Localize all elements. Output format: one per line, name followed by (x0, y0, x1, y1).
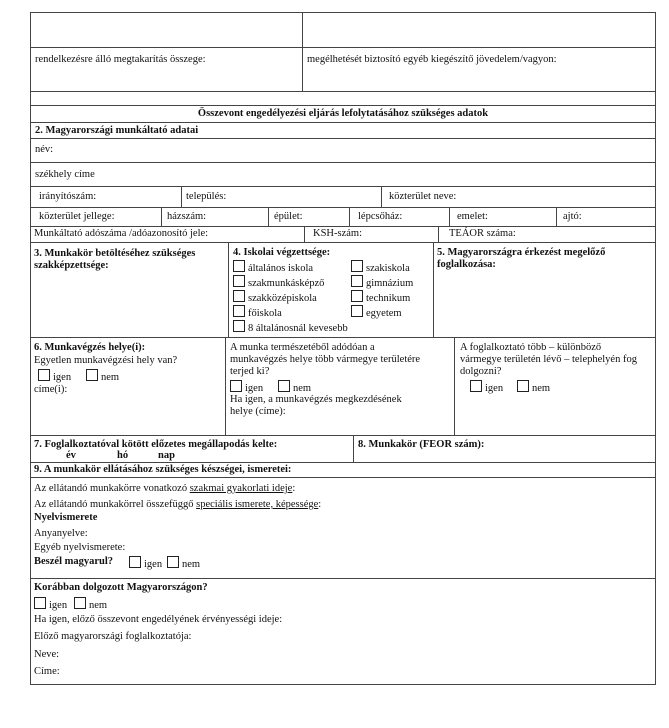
agreement-title: 7. Foglalkoztatóval kötött előzetes megállapodás kelte: (34, 439, 278, 450)
text: Az ellátandó munkakörre vonatkozó (34, 483, 190, 494)
prior-employer-label: Előző magyarországi foglalkoztatója: (34, 631, 192, 642)
skills-title: 9. A munkakör ellátásához szükséges készségei, ismeretei: (30, 463, 656, 478)
prior-yes[interactable] (34, 597, 67, 611)
checkbox-icon (351, 275, 363, 287)
checkbox-icon (129, 556, 141, 568)
text: Beszél magyarul? (34, 556, 114, 567)
school-cell (228, 243, 433, 337)
multi-county-cell (225, 338, 454, 435)
year-label: év (66, 450, 76, 461)
single-yes[interactable] (38, 369, 71, 383)
checkbox-icon (351, 305, 363, 317)
employer-seat-row (30, 163, 656, 187)
multi-site-text-3: dolgozni? (460, 366, 502, 377)
hungarian-question (34, 556, 113, 567)
spacer-row (30, 92, 656, 106)
text: Az ellátandó munkakörrel összefüggő (34, 499, 197, 510)
prior-employer-name-label: Neve: (34, 649, 60, 660)
prior-employer-address-label: Címe: (34, 666, 60, 677)
divider (304, 227, 305, 242)
divider (181, 187, 182, 207)
ksh-label: KSH-szám: (313, 228, 362, 239)
opt-university[interactable] (351, 305, 402, 319)
prior-work-row (30, 579, 656, 685)
divider (161, 208, 162, 226)
label: főiskola (248, 308, 282, 319)
day-label: nap (158, 450, 175, 461)
opt-skilled[interactable] (233, 275, 324, 289)
checkbox-icon (517, 380, 529, 392)
prior-permit-label: Ha igen, előző összevont engedélyének érvényességi ideje: (34, 614, 283, 625)
language-heading: Nyelvismerete (34, 512, 98, 523)
floor-label: emelet: (457, 211, 488, 222)
prior-no[interactable] (74, 597, 107, 611)
checkbox-icon (230, 380, 242, 392)
label: 8 általánosnál kevesebb (248, 323, 348, 334)
label: igen (49, 600, 68, 611)
checkbox-icon (86, 369, 98, 381)
multi-site-cell (454, 338, 655, 435)
special-skills-line (34, 499, 321, 510)
multi-county-text-3: terjed ki? (230, 366, 270, 377)
income-label: megélhetését biztosító egyéb kiegészítő jövedelem/vagyon: (307, 54, 557, 65)
multi-no[interactable] (278, 380, 311, 394)
checkbox-icon (233, 305, 245, 317)
mother-tongue-label: Anyanyelve: (34, 528, 88, 539)
house-label: házszám: (167, 211, 207, 222)
month-label: hó (117, 450, 129, 461)
divider (449, 208, 450, 226)
prior-job-cell (433, 243, 655, 337)
workplace-row (30, 338, 656, 436)
checkbox-icon (34, 597, 46, 609)
site-yes[interactable] (470, 380, 503, 394)
label: egyetem (366, 308, 402, 319)
multi-county-text-1: A munka természetéből adódóan a (230, 342, 375, 353)
label: gimnázium (366, 278, 414, 289)
savings-row (30, 48, 656, 92)
skills-body (30, 478, 656, 579)
prior-job-title: 5. Magyarországra érkezést megelőző foglalkozása: (437, 247, 606, 270)
text: : (292, 483, 296, 494)
experience-line (34, 483, 295, 494)
employer-name-row (30, 139, 656, 163)
savings-right-cell (302, 48, 655, 91)
employer-seat-label: székhely címe (35, 169, 95, 180)
checkbox-icon (233, 260, 245, 272)
feor-title: 8. Munkakör (FEOR szám): (358, 439, 485, 450)
text: : (318, 499, 322, 510)
label: nem (532, 383, 551, 394)
checkbox-icon (278, 380, 290, 392)
opt-technical[interactable] (351, 290, 410, 304)
opt-secondary[interactable] (233, 290, 317, 304)
multi-county-text-2: munkavégzés helye több vármegye területére (230, 354, 421, 365)
form (30, 12, 656, 685)
label: nem (293, 383, 312, 394)
start-place-text-2: helye (címe): (230, 406, 286, 417)
building-label: épület: (274, 211, 303, 222)
hungarian-no[interactable] (167, 556, 200, 570)
school-title: 4. Iskolai végzettsége: (233, 247, 331, 258)
checkbox-icon (74, 597, 86, 609)
label: szakközépiskola (248, 293, 317, 304)
checkbox-icon (38, 369, 50, 381)
street-type-label: közterület jellege: (39, 211, 115, 222)
text: speciális ismerete, képessége (196, 499, 319, 510)
checkbox-icon (351, 290, 363, 302)
text: szakmai gyakorlati ideje (189, 483, 293, 494)
section-title: Összevont engedélyezési eljárás lefolytatásához szükséges adatok (30, 106, 656, 123)
opt-less-than-8[interactable] (233, 320, 348, 334)
opt-vocational[interactable] (351, 260, 410, 274)
agreement-row (30, 436, 656, 463)
start-place-text-1: Ha igen, a munkavégzés megkezdésének (230, 394, 402, 405)
multi-site-text-2: vármegye területén lévő – telephelyén fog (460, 354, 637, 365)
label: technikum (366, 293, 411, 304)
door-label: ajtó: (563, 211, 582, 222)
label: nem (89, 600, 108, 611)
multi-yes[interactable] (230, 380, 263, 394)
checkbox-icon (233, 290, 245, 302)
label: szakmunkásképző (248, 278, 325, 289)
address-row-1 (30, 187, 656, 208)
label: igen (485, 383, 504, 394)
label: általános iskola (248, 263, 314, 274)
hungarian-yes[interactable] (129, 556, 162, 570)
qualification-title: 3. Munkakör betöltéséhez szükséges szakképzettsége: (34, 248, 196, 271)
multi-site-text-1: A foglalkoztató több – különböző (460, 342, 602, 353)
tax-label: Munkáltató adószáma /adóazonosító jele: (34, 228, 209, 239)
employer-title: 2. Magyarországi munkáltató adatai (30, 123, 656, 139)
label: nem (182, 559, 201, 570)
opt-general[interactable] (233, 260, 313, 274)
divider (556, 208, 557, 226)
employer-name-label: név: (35, 144, 54, 155)
prior-work-question: Korábban dolgozott Magyarországon? (34, 582, 208, 593)
checkbox-icon (233, 275, 245, 287)
opt-college[interactable] (233, 305, 282, 319)
teaor-label: TEÁOR száma: (449, 228, 516, 239)
site-no[interactable] (517, 380, 550, 394)
single-workplace-question: Egyetlen munkavégzési hely van? (34, 355, 178, 366)
tax-row (30, 227, 656, 243)
checkbox-icon (233, 320, 245, 332)
zip-label: irányítószám: (39, 191, 97, 202)
divider (438, 227, 439, 242)
address-row-2 (30, 208, 656, 227)
workplace-title: 6. Munkavégzés helye(i): (34, 342, 146, 353)
label: nem (101, 372, 120, 383)
savings-label: rendelkezésre álló megtakarítás összege: (35, 54, 206, 65)
education-row (30, 243, 656, 338)
divider (381, 187, 382, 207)
street-name-label: közterület neve: (389, 191, 457, 202)
feor-cell (353, 436, 655, 462)
top-row-right-cell (302, 13, 655, 47)
single-no[interactable] (86, 369, 119, 383)
label: igen (53, 372, 72, 383)
other-language-label: Egyéb nyelvismerete: (34, 542, 126, 553)
checkbox-icon (167, 556, 179, 568)
top-row (30, 12, 656, 48)
label: igen (245, 383, 264, 394)
divider (268, 208, 269, 226)
address-label: címe(i): (34, 384, 68, 395)
label: szakiskola (366, 263, 410, 274)
opt-gymnasium[interactable] (351, 275, 413, 289)
label: igen (144, 559, 163, 570)
stair-label: lépcsőház: (358, 211, 403, 222)
city-label: település: (186, 191, 227, 202)
checkbox-icon (470, 380, 482, 392)
divider (349, 208, 350, 226)
checkbox-icon (351, 260, 363, 272)
